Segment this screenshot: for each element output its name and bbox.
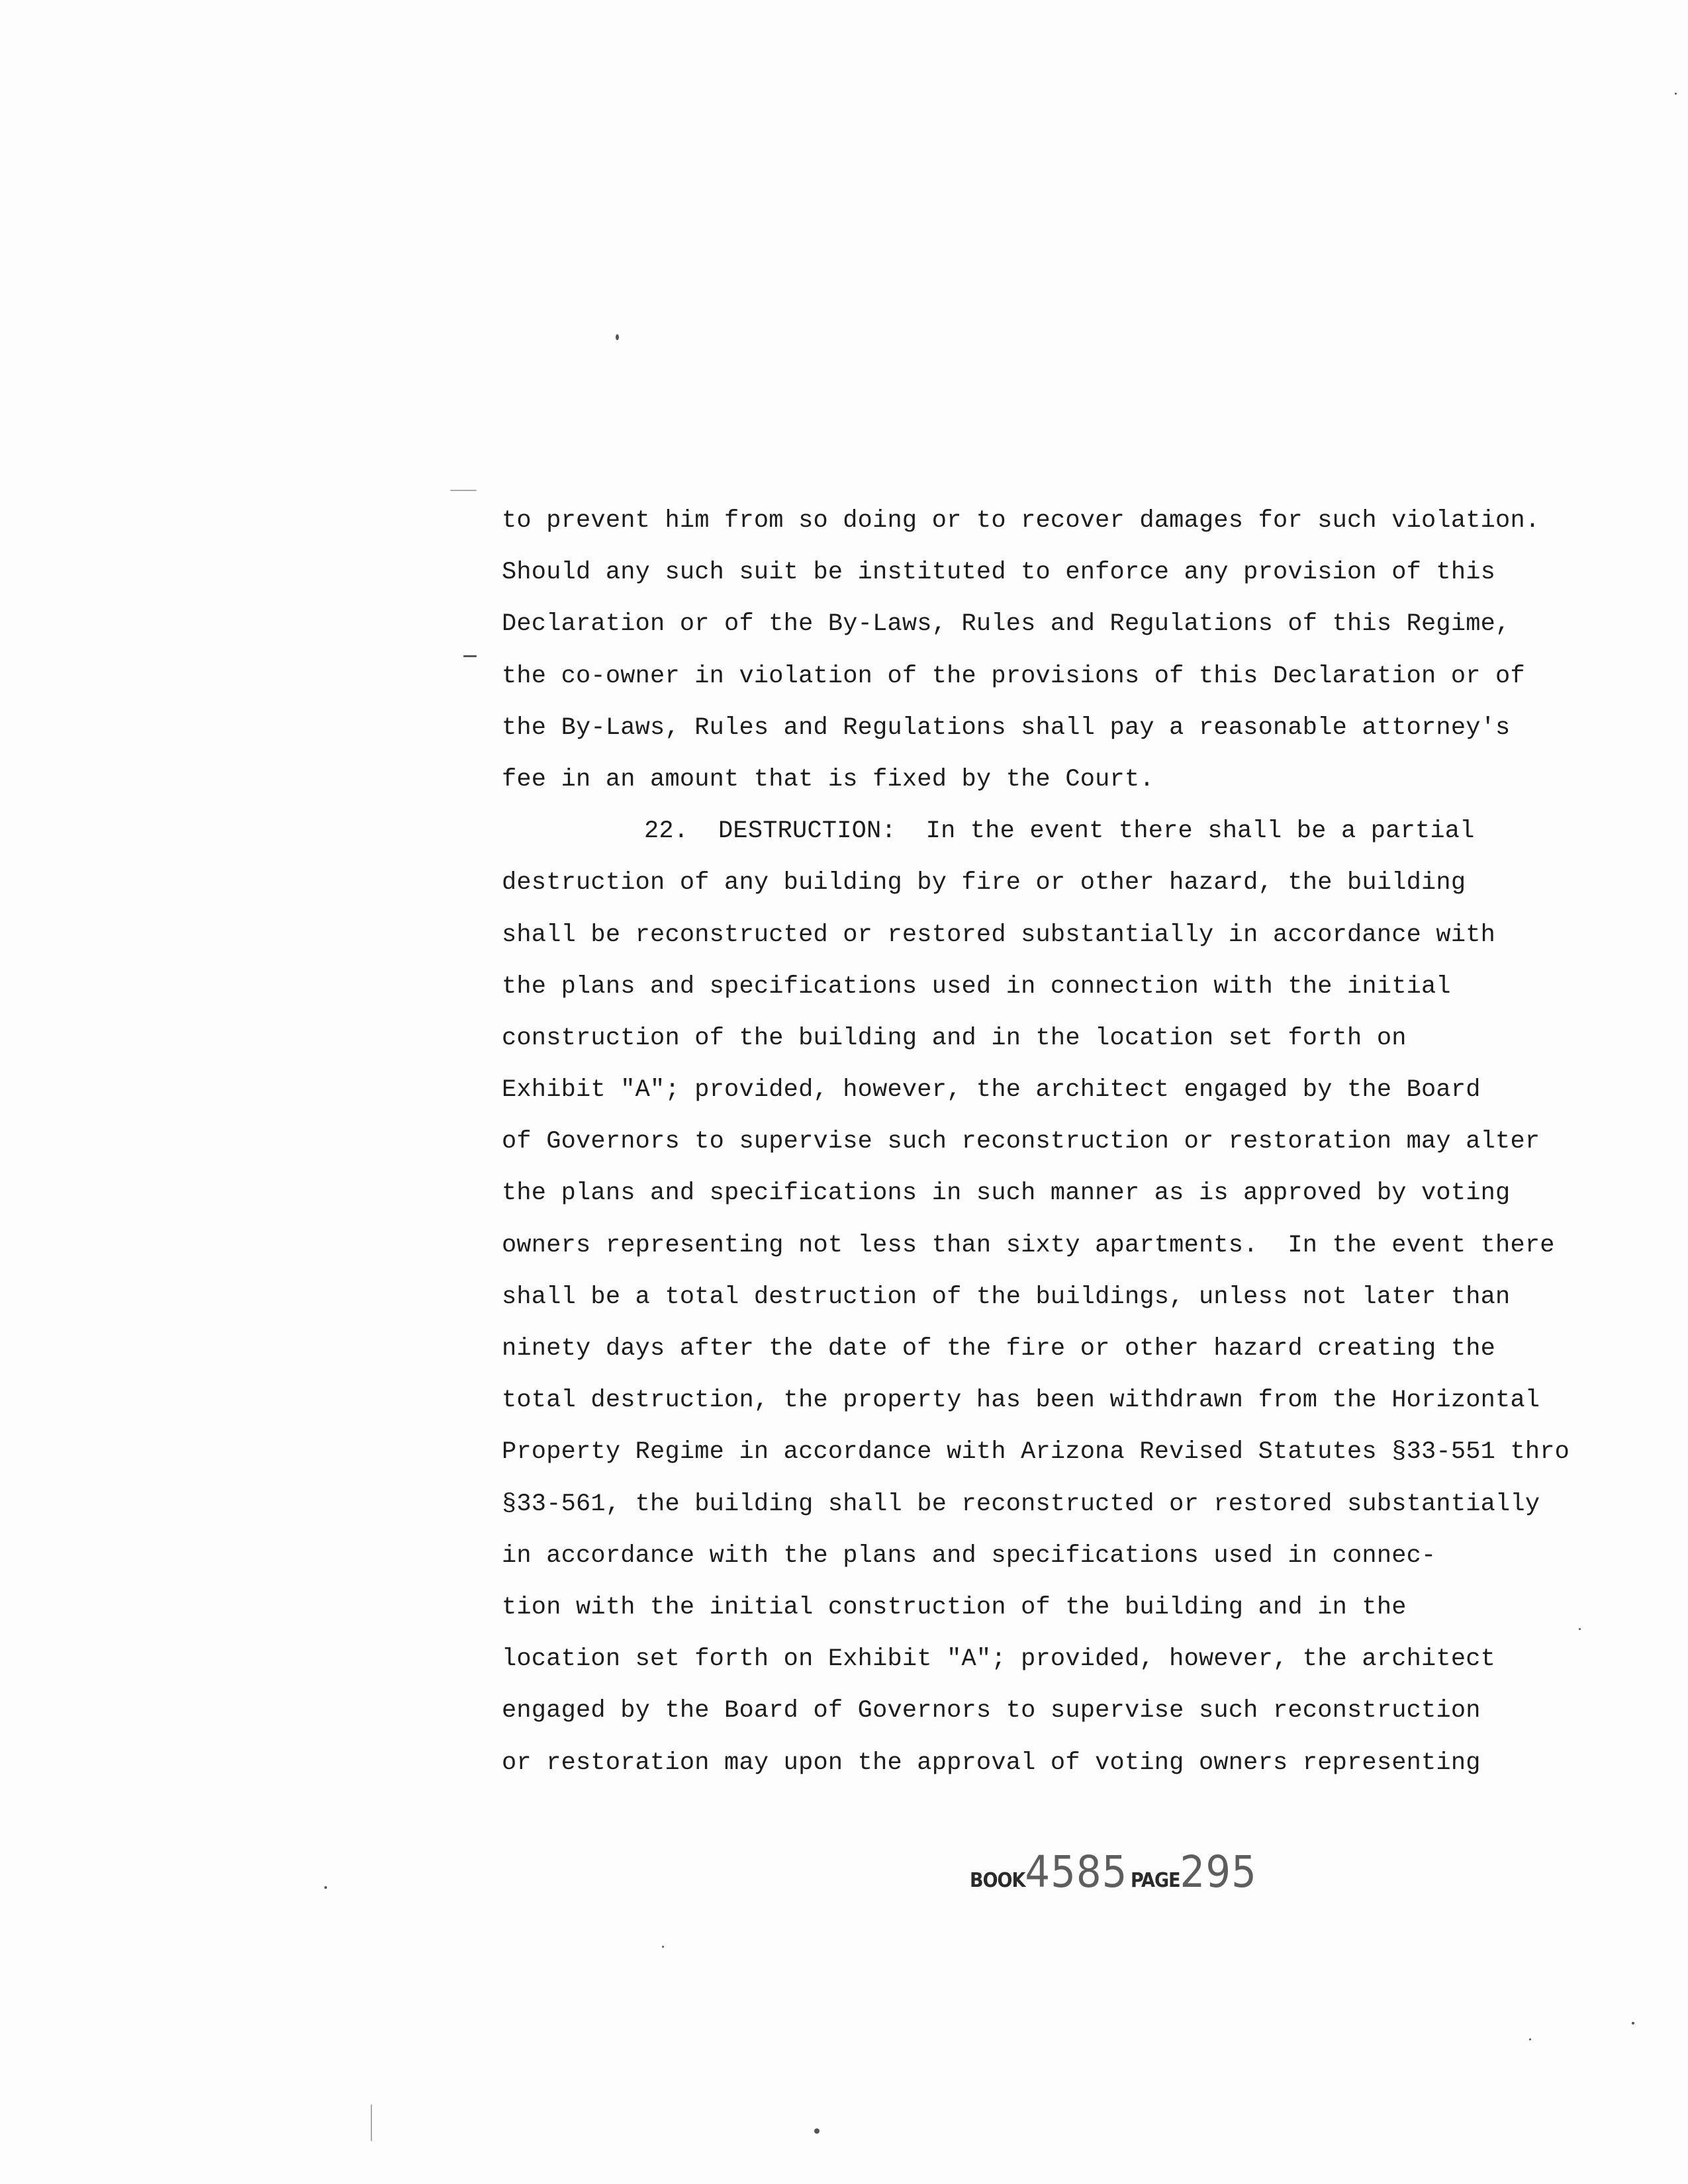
text-line: of Governors to supervise such reconstruction or restoration may alter: [502, 1128, 1540, 1156]
text-line: the plans and specifications used in connection with the initial: [502, 972, 1451, 1001]
scan-speck: [814, 2128, 820, 2134]
text-line: shall be reconstructed or restored substantially in accordance with: [502, 921, 1496, 949]
document-body: [502, 495, 1640, 1789]
text-line: shall be a total destruction of the buildings, unless not later than: [502, 1283, 1511, 1311]
scan-speck: [1675, 93, 1677, 95]
text-line: Property Regime in accordance with Arizona Revised Statutes §33-551 thro: [502, 1438, 1570, 1467]
text-line: in accordance with the plans and specifications used in connec-: [502, 1541, 1436, 1570]
scan-speck: [662, 1946, 664, 1948]
text-line: the co-owner in violation of the provisions of this Declaration or of: [502, 662, 1525, 690]
text-line: or restoration may upon the approval of voting owners representing: [502, 1749, 1481, 1777]
text-line: total destruction, the property has been withdrawn from the Horizontal: [502, 1387, 1540, 1415]
text-line: construction of the building and in the location set forth on: [502, 1024, 1407, 1052]
page-number: 295: [1180, 1846, 1257, 1897]
text-line: Declaration or of the By-Laws, Rules and Regulations of this Regime,: [502, 610, 1511, 639]
scan-speck: [1579, 1628, 1581, 1630]
book-number: 4585: [1025, 1846, 1128, 1897]
scan-speck: [324, 1886, 327, 1889]
text-line: ninety days after the date of the fire or other hazard creating the: [502, 1335, 1496, 1363]
book-label: BOOK: [970, 1869, 1025, 1892]
scan-speck: [371, 2105, 372, 2141]
text-line: fee in an amount that is fixed by the Court.: [502, 765, 1154, 794]
text-line: destruction of any building by fire or other hazard, the building: [502, 869, 1466, 897]
scan-speck: [1529, 2038, 1531, 2040]
scan-speck: [1632, 2022, 1634, 2025]
text-line: the By-Laws, Rules and Regulations shall pay a reasonable attorney's: [502, 713, 1511, 742]
section-heading-line: 22. DESTRUCTION: In the event there shall be a partial: [644, 817, 1475, 846]
page-label: PAGE: [1131, 1869, 1180, 1892]
scan-speck: [450, 490, 477, 491]
scan-speck: [616, 334, 619, 340]
text-line: Exhibit "A"; provided, however, the architect engaged by the Board: [502, 1076, 1481, 1105]
text-line: §33-561, the building shall be reconstructed or restored substantially: [502, 1490, 1540, 1518]
text-line: tion with the initial construction of the building and in the: [502, 1593, 1407, 1621]
text-line: location set forth on Exhibit "A"; provided, however, the architect: [502, 1645, 1496, 1674]
text-line: owners representing not less than sixty apartments. In the event there: [502, 1231, 1555, 1259]
text-line: the plans and specifications in such manner as is approved by voting: [502, 1179, 1511, 1208]
text-line: Should any such suit be instituted to enforce any provision of this: [502, 559, 1496, 587]
book-page-stamp: [970, 1846, 1257, 1897]
scan-speck: [463, 655, 477, 657]
text-line: to prevent him from so doing or to recover damages for such violation.: [502, 507, 1540, 535]
text-line: engaged by the Board of Governors to supervise such reconstruction: [502, 1697, 1481, 1725]
